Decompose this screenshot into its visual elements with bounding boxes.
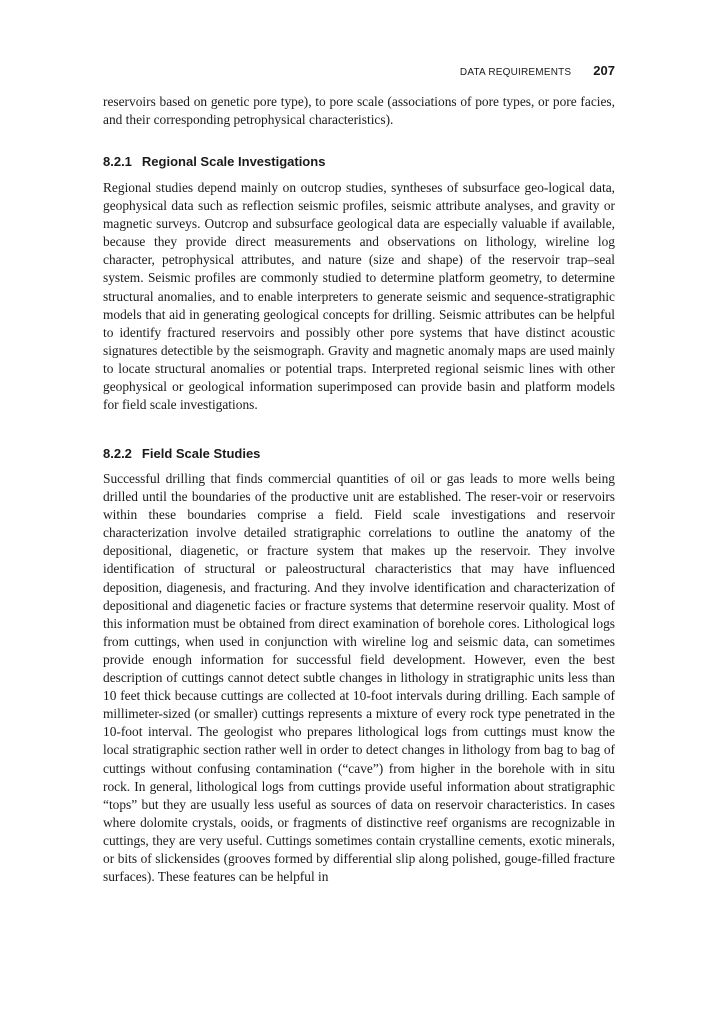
section-number: 8.2.2 — [103, 446, 132, 461]
section-heading — [103, 154, 615, 170]
section-title: Regional Scale Investigations — [141, 154, 326, 169]
section-number: 8.2.1 — [103, 154, 132, 169]
running-title: DATA REQUIREMENTS — [459, 67, 572, 78]
running-head — [103, 62, 615, 80]
section-8-2-2-body — [103, 470, 615, 886]
field-paragraph: Successful drilling that finds commercial quantities of oil or gas leads to more wells being drilled until the boundaries of the productive unit are established. The reser-voir or reservoirs within these boundaries comprise a field. Field scale investigations and reservoir characterization involve detailed stratigraphic correlations to outline the anatomy of the depositional, diagenetic, or fracture system that makes up the reservoir. They involve identification of structural or paleostructural characteristics that may have influenced deposition, diagenesis, and fracturing. And they involve identification and characterization of depositional and diagenetic facies or fracture systems that determine reservoir quality. Most of this information must be obtained from direct examination of borehole cores. Lithological logs from cuttings, when used in conjunction with wireline log and seismic data, can sometimes provide enough information for successful field development. However, even the best description of cuttings cannot detect subtle changes in lithology in stratigraphic units less than 10 feet thick because cuttings are collected at 10-foot intervals during drilling. Each sample of millimeter-sized (or smaller) cuttings represents a mixture of every rock type penetrated in the 10-foot interval. The geologist who prepares lithological logs from cuttings must know the local stratigraphic section rather well in order to detect changes in lithology from bag to bag of cuttings without confusing contamination (“cave”) from higher in the borehole with in situ rock. In general, lithological logs from cuttings provide useful information about stratigraphic “tops” but they are usually less useful as sources of data on reservoir characteristics. In cases where dolomite crystals, ooids, or fragments of distinctive reef organisms are recognizable in cuttings, they are very useful. Cuttings sometimes contain crystalline cements, exotic minerals, or bits of slickensides (grooves formed by differential slip along polished, gouge-filled fracture surfaces). These features can be helpful in — [103, 471, 615, 885]
section-8-2-1-body — [103, 179, 615, 414]
regional-paragraph: Regional studies depend mainly on outcrop studies, syntheses of subsurface geo-logical data, geophysical data such as reflection seismic profiles, seismic attribute analyses, and gravity or magnetic surveys. Outcrop and subsurface geological data are especially valuable if available, because they provide direct measurements and observations on lithology, wireline log character, petrophysical attributes, and nature (size and shape) of the reservoir trap–seal system. Seismic profiles are commonly studied to determine platform geometry, to determine structural anomalies, and to enable interpreters to generate seismic and sequence-stratigraphic models that aid in generating geological concepts for drilling. Seismic attributes can be helpful to identify fractured reservoirs and possibly other pore systems that have distinct acoustic signatures detectible by the seismograph. Gravity and magnetic anomaly maps are used mainly to locate structural anomalies or potential traps. Interpreted regional seismic lines with other geophysical or geological information superimposed can provide basin and platform models for field scale investigations. — [103, 180, 615, 413]
intro-paragraph: reservoirs based on genetic pore type), to pore scale (associations of pore types, or pore facies, and their corresponding petrophysical characteristics). — [103, 94, 615, 128]
section-8-2-2-heading — [103, 446, 615, 462]
intro-block — [103, 93, 615, 129]
page-number: 207 — [593, 63, 615, 78]
section-heading — [103, 446, 615, 462]
section-title: Field Scale Studies — [141, 446, 261, 461]
section-8-2-1-heading — [103, 154, 615, 170]
